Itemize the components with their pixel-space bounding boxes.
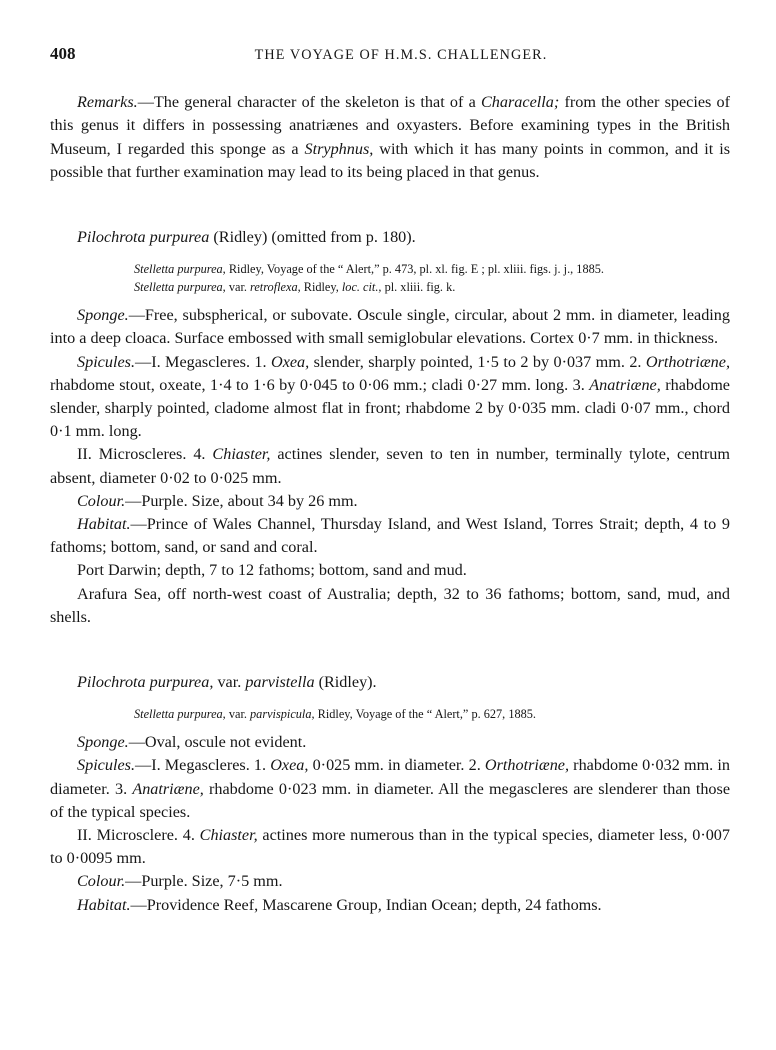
species-heading-2: Pilochrota purpurea, var. parvistella (Ridley). bbox=[77, 673, 377, 692]
species-heading-1: Pilochrota purpurea (Ridley) (omitted from p. 180). bbox=[77, 228, 416, 247]
synonym-line: Stelletta purpurea, var. parvispicula, Ridley, Voyage of the “ Alert,” p. 627, 1885. bbox=[134, 707, 536, 722]
genus-stryphnus: Stryphnus, bbox=[304, 139, 374, 158]
synonym-line: Stelletta purpurea, var. retroflexa, Ridley, loc. cit., pl. xliii. fig. k. bbox=[134, 280, 456, 295]
remarks-label: Remarks. bbox=[77, 93, 138, 112]
synonymy-1 bbox=[50, 260, 730, 296]
colour-paragraph: Colour.—Purple. Size, 7·5 mm. bbox=[77, 872, 283, 891]
sponge-paragraph: Sponge.—Oval, oscule not evident. bbox=[77, 733, 307, 752]
running-title: THE VOYAGE OF H.M.S. CHALLENGER. bbox=[254, 47, 548, 63]
spicules-paragraph: Spicules.—I. Megascleres. 1. Oxea, slender, sharply pointed, 1·5 to 2 by 0·037 mm. 2. Orthotriæne, rhabdome stout, oxeate, 1·4 to 1·6 by 0·045 to 0·06 mm.; cladi 0·27 mm. long. 3. Anatriæne, rhabdome slender, sharply pointed, cladome almost flat in front; rhabdome 2 by 0·035 mm. cladi 0·07 mm., chord 0·1 mm. long. bbox=[50, 352, 730, 441]
microscleres-paragraph: II. Microsclere. 4. Chiaster, actines more numerous than in the typical species, diameter less, 0·007 to 0·0095 mm. bbox=[50, 826, 730, 868]
remarks-paragraph: Remarks.—The general character of the skeleton is that of a Characella; from the other species of this genus it differs in possessing anatriænes and oxyasters. Before examining types in the British Museum, I regarded this sponge as a Stryphnus, with which it has many points in common, and it is possible that further examination may lead to its being placed in that genus. bbox=[50, 93, 731, 181]
synonym-line: Stelletta purpurea, Ridley, Voyage of the “ Alert,” p. 473, pl. xl. fig. E ; pl. xliii. figs. j. j., 1885. bbox=[134, 262, 604, 277]
locality-port-darwin: Port Darwin; depth, 7 to 12 fathoms; bottom, sand and mud. bbox=[77, 561, 467, 580]
spicules-paragraph: Spicules.—I. Megascleres. 1. Oxea, 0·025 mm. in diameter. 2. Orthotriæne, rhabdome 0·032 mm. in diameter. 3. Anatriæne, rhabdome 0·023 mm. in diameter. All the megascleres are slenderer than those of the typical species. bbox=[50, 756, 731, 821]
colour-paragraph: Colour.—Purple. Size, about 34 by 26 mm. bbox=[77, 491, 358, 510]
page-number: 408 bbox=[50, 44, 76, 63]
sponge-paragraph: Sponge.—Free, subspherical, or subovate. Oscule single, circular, about 2 mm. in diameter, leading into a deep cloaca. Surface embossed with small semiglobular elevations. Cortex 0·7 mm. in thickness. bbox=[50, 306, 730, 348]
page-header bbox=[50, 42, 730, 67]
synonymy-2 bbox=[50, 705, 730, 723]
habitat-paragraph: Habitat.—Prince of Wales Channel, Thursday Island, and West Island, Torres Strait; depth, 4 to 9 fathoms; bottom, sand, or sand and coral. bbox=[50, 515, 730, 557]
microscleres-paragraph: II. Microscleres. 4. Chiaster, actines slender, seven to ten in number, terminally tylote, centrum absent, diameter 0·02 to 0·025 mm. bbox=[50, 445, 730, 487]
locality-arafura: Arafura Sea, off north-west coast of Australia; depth, 32 to 36 fathoms; bottom, sand, mud, and shells. bbox=[50, 584, 730, 626]
habitat-paragraph: Habitat.—Providence Reef, Mascarene Group, Indian Ocean; depth, 24 fathoms. bbox=[77, 895, 602, 914]
genus-characella: Characella; bbox=[481, 93, 560, 112]
